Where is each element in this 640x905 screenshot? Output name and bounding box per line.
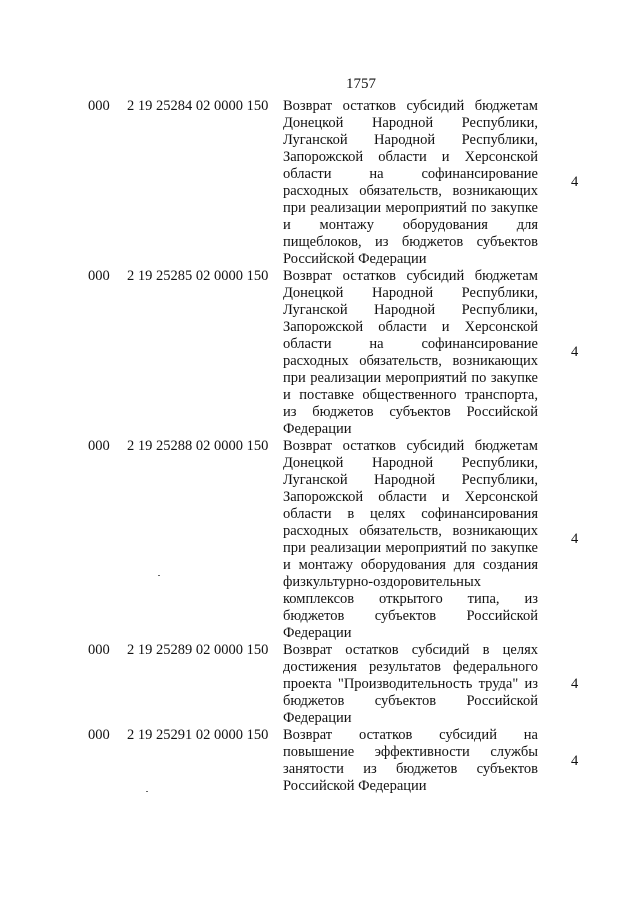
description-line: Запорожской области и Херсонской [283, 489, 538, 505]
table-row [0, 727, 640, 795]
budget-classification-code: 2 19 25284 02 0000 150 [127, 98, 269, 114]
admin-code: 000 [88, 268, 110, 284]
description-line: Луганской Народной Республики, [283, 302, 538, 318]
description-line: при реализации мероприятий по закупке [283, 540, 538, 556]
admin-code: 000 [88, 727, 110, 743]
description-line: Возврат остатков субсидий бюджетам [283, 268, 538, 284]
row-description [283, 642, 538, 727]
norm-value: 4 [571, 676, 579, 692]
budget-classification-code: 2 19 25288 02 0000 150 [127, 438, 269, 454]
page-number: 1757 [346, 76, 376, 92]
description-line: области на софинансирование [283, 166, 538, 182]
description-line: Донецкой Народной Республики, [283, 455, 538, 471]
description-line: Федерации [283, 421, 352, 437]
description-line: Донецкой Народной Республики, [283, 115, 538, 131]
admin-code: 000 [88, 98, 110, 114]
description-line: Возврат остатков субсидий бюджетам [283, 438, 538, 454]
table-row [0, 642, 640, 727]
table-row [0, 268, 640, 438]
description-line: физкультурно-оздоровительных [283, 574, 481, 590]
description-line: и поставке общественного транспорта, [283, 387, 538, 403]
description-line: области в целях софинансирования [283, 506, 538, 522]
description-line: Российской Федерации [283, 251, 427, 267]
norm-value: 4 [571, 344, 579, 360]
budget-classification-code: 2 19 25291 02 0000 150 [127, 727, 269, 743]
description-line: достижения результатов федерального [283, 659, 538, 675]
table-row [0, 98, 640, 268]
scan-speck [158, 575, 160, 576]
norm-value: 4 [571, 174, 579, 190]
description-line: и монтажу оборудования для создания [283, 557, 538, 573]
description-line: расходных обязательств, возникающих [283, 183, 538, 199]
scan-speck [146, 791, 148, 792]
budget-code-table [0, 98, 640, 795]
budget-classification-code: 2 19 25289 02 0000 150 [127, 642, 269, 658]
description-line: Возврат остатков субсидий на [283, 727, 538, 743]
description-line: при реализации мероприятий по закупке [283, 200, 538, 216]
description-line: Луганской Народной Республики, [283, 132, 538, 148]
admin-code: 000 [88, 642, 110, 658]
description-line: и монтажу оборудования для [283, 217, 538, 233]
norm-value: 4 [571, 753, 579, 769]
description-line: Луганской Народной Республики, [283, 472, 538, 488]
description-line: расходных обязательств, возникающих [283, 353, 538, 369]
description-line: бюджетов субъектов Российской [283, 693, 538, 709]
description-line: проекта "Производительность труда" из [283, 676, 538, 692]
description-line: повышение эффективности службы [283, 744, 538, 760]
description-line: Российской Федерации [283, 778, 427, 794]
row-description [283, 98, 538, 268]
norm-value: 4 [571, 531, 579, 547]
description-line: комплексов открытого типа, из [283, 591, 538, 607]
description-line: Федерации [283, 625, 352, 641]
description-line: пищеблоков, из бюджетов субъектов [283, 234, 538, 250]
description-line: Запорожской области и Херсонской [283, 149, 538, 165]
description-line: области на софинансирование [283, 336, 538, 352]
description-line: Возврат остатков субсидий в целях [283, 642, 538, 658]
description-line: Запорожской области и Херсонской [283, 319, 538, 335]
description-line: расходных обязательств, возникающих [283, 523, 538, 539]
description-line: бюджетов субъектов Российской [283, 608, 538, 624]
description-line: Донецкой Народной Республики, [283, 285, 538, 301]
row-description [283, 268, 538, 438]
admin-code: 000 [88, 438, 110, 454]
row-description [283, 727, 538, 795]
description-line: Возврат остатков субсидий бюджетам [283, 98, 538, 114]
budget-classification-code: 2 19 25285 02 0000 150 [127, 268, 269, 284]
description-line: из бюджетов субъектов Российской [283, 404, 538, 420]
description-line: Федерации [283, 710, 352, 726]
table-row [0, 438, 640, 642]
row-description [283, 438, 538, 642]
description-line: занятости из бюджетов субъектов [283, 761, 538, 777]
description-line: при реализации мероприятий по закупке [283, 370, 538, 386]
